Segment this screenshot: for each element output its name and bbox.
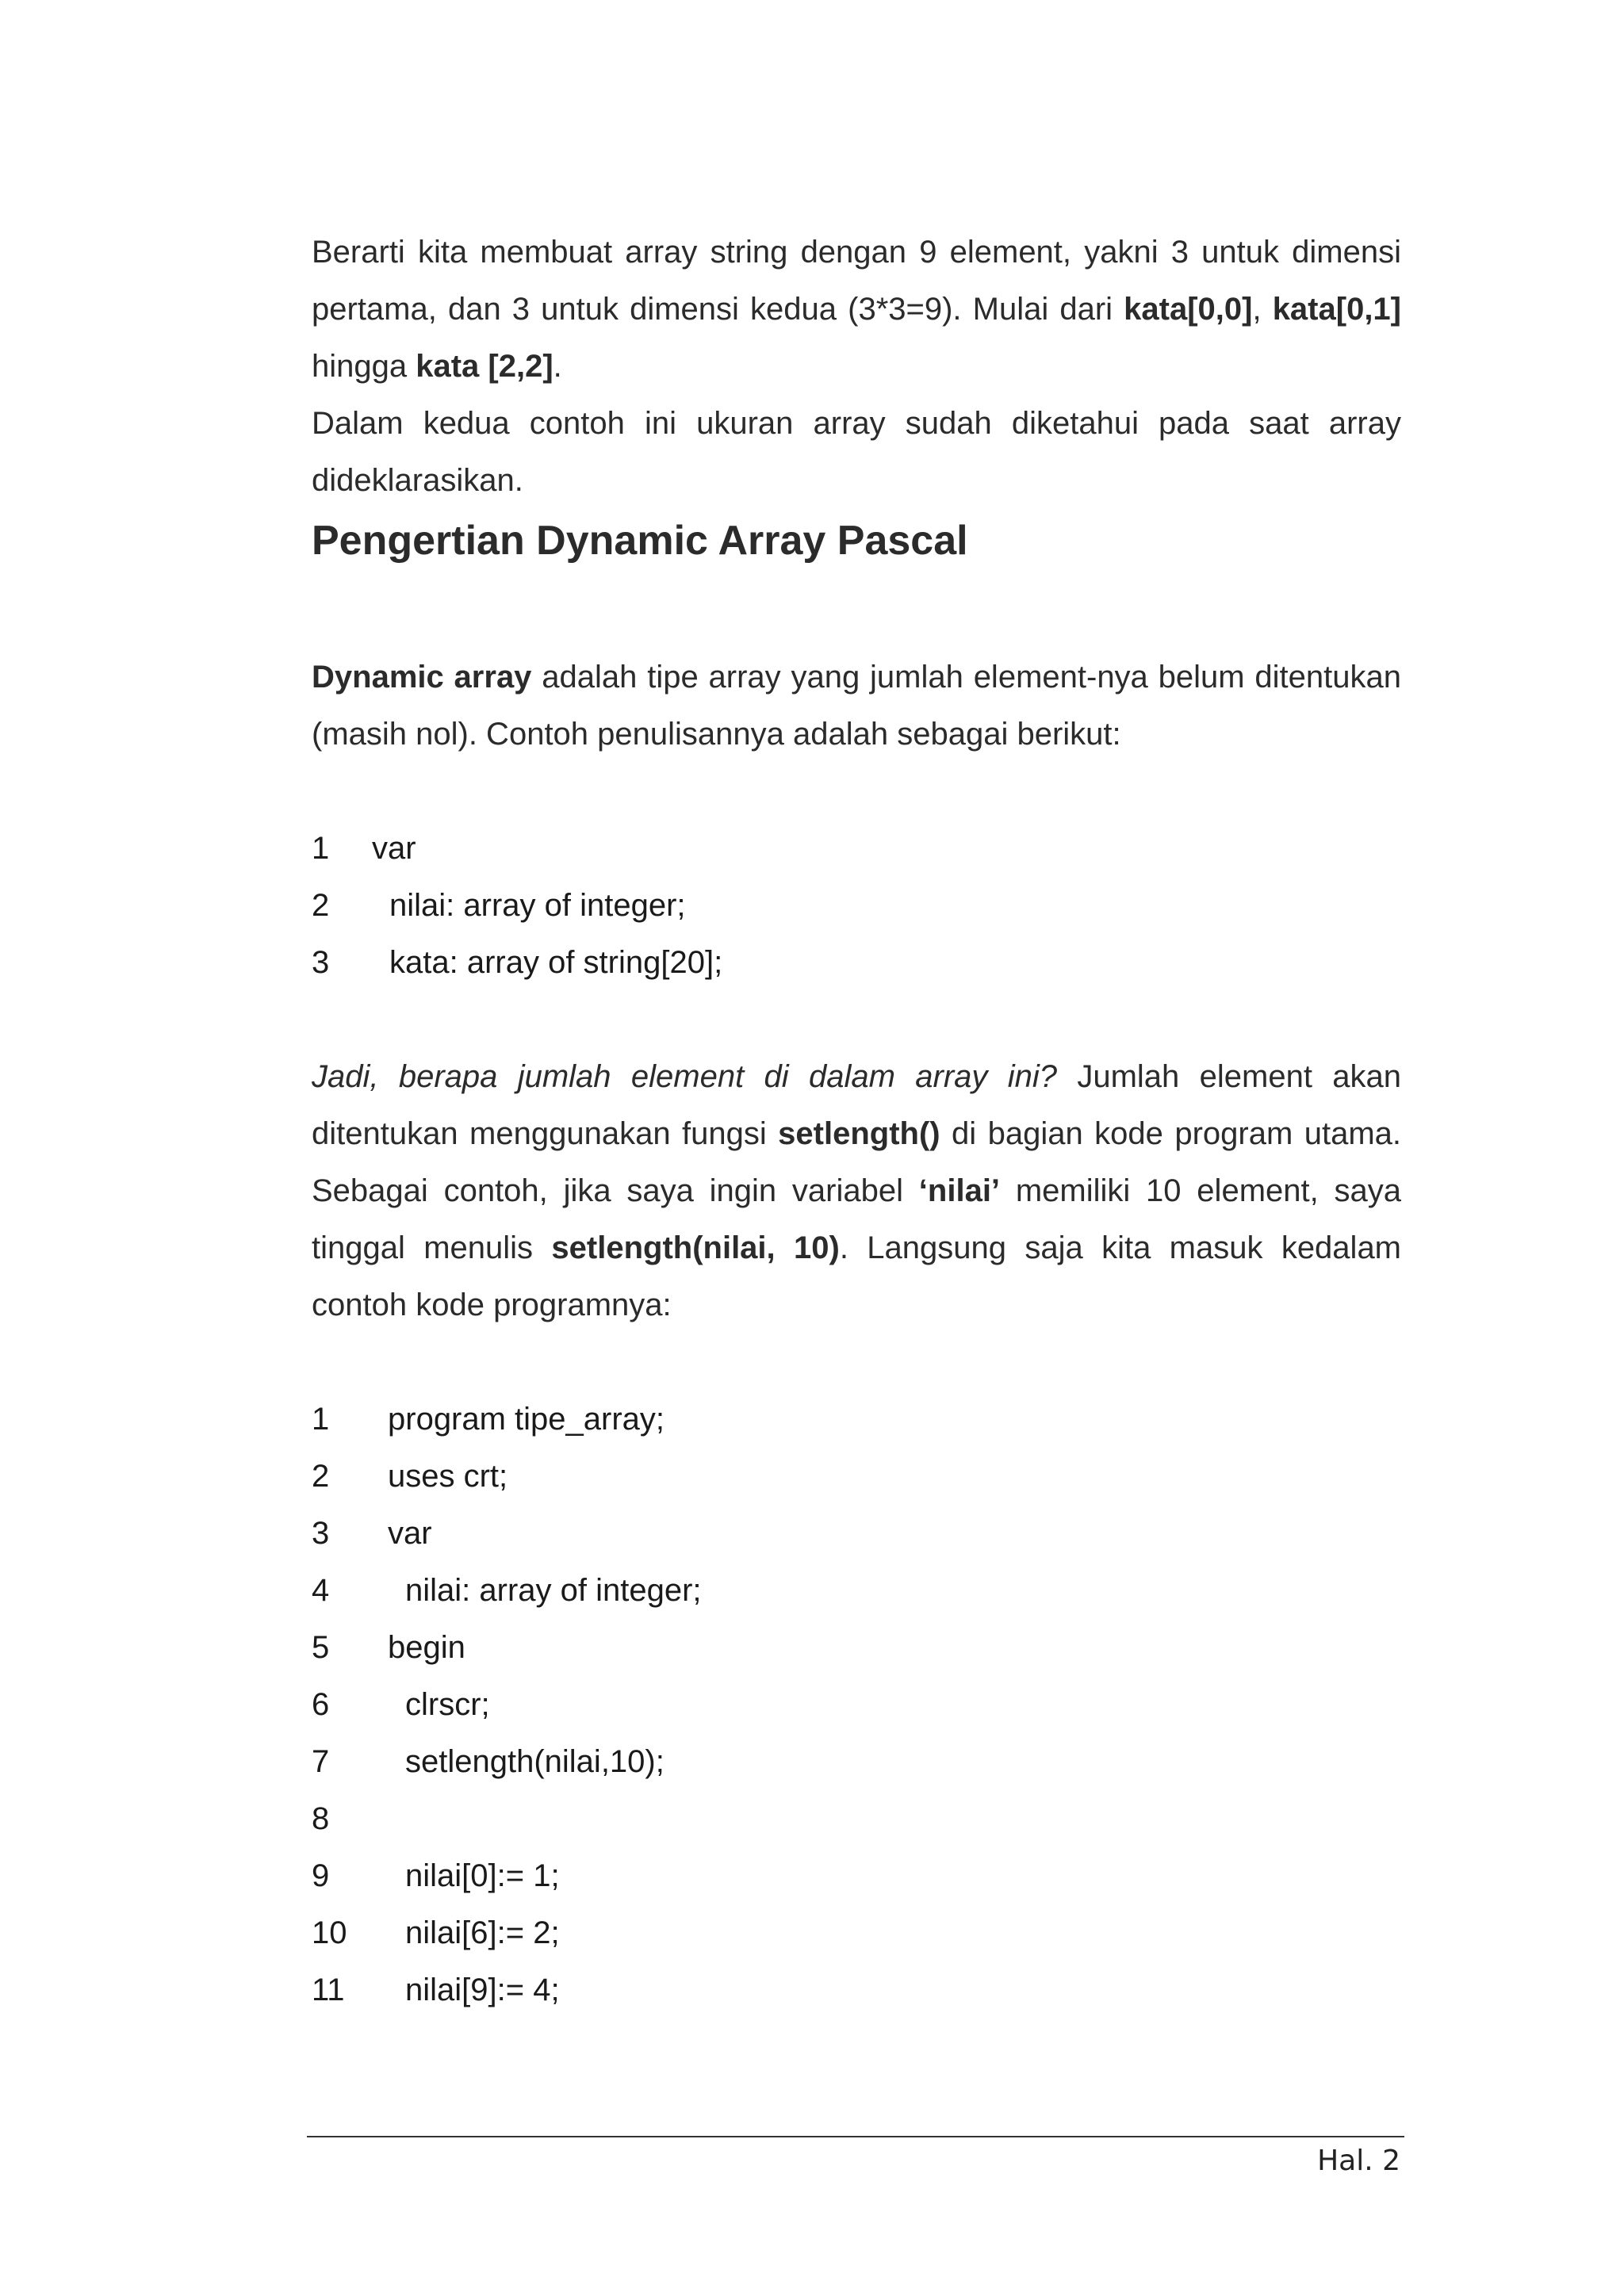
code-text: setlength(nilai,10); [405,1744,665,1779]
code-line [312,1562,1401,1619]
code-text: begin [388,1630,465,1665]
code-line [312,934,1401,991]
paragraph-text: . Langsung saja kita masuk kedalam contoh kode programnya: [312,1230,1402,1322]
paragraph-text: memiliki 10 element, saya tinggal menulis [312,1173,1401,1265]
line-number: 3 [312,945,330,980]
paragraph-dynamic-array [312,649,1401,763]
spacer [312,991,1401,1048]
code-text: nilai: array of integer; [389,888,686,923]
code-line [312,1904,1401,1961]
line-number: 6 [312,1687,330,1722]
paragraph-text: Berarti kita membuat array string dengan 9 element, yakni 3 untuk dimensi pertama, dan 3 untuk dimensi kedua (3*3=9). Mulai dari [312,235,1401,327]
line-number: 2 [312,1459,330,1494]
line-number: 1 [312,831,330,866]
page-content [312,224,1401,2019]
line-number: 2 [312,888,330,923]
code-text: clrscr; [405,1687,490,1722]
paragraph-array-size: Dalam kedua contoh ini ukuran array sudah diketahui pada saat array dideklarasikan. [312,406,1401,498]
bold-kata-22: kata [2,2] [416,349,553,384]
code-line [312,1961,1401,2019]
code-text: nilai: array of integer; [405,1573,702,1608]
paragraph-text: Jumlah element akan ditentukan menggunakan fungsi [312,1059,1402,1151]
footer-divider [307,2136,1404,2137]
paragraph-text: di bagian kode program utama. Sebagai contoh, jika saya ingin variabel [312,1116,1401,1208]
code-line [312,1505,1401,1562]
line-number: 8 [312,1801,330,1836]
line-number: 7 [312,1744,330,1779]
code-line [312,877,1401,934]
paragraph-array-elements [312,224,1401,395]
code-line [312,1847,1401,1904]
spacer [312,763,1401,820]
code-text: nilai[0]:= 1; [405,1858,560,1893]
code-line [312,1391,1401,1448]
page-number: Hal. 2 [1317,2145,1400,2177]
code-block-program [312,1391,1401,2019]
bold-dynamic-array: Dynamic array [312,660,532,695]
code-text: program tipe_array; [388,1402,665,1437]
line-number: 5 [312,1630,330,1665]
code-line [312,1619,1401,1676]
bold-setlength-call: setlength(nilai, 10) [551,1230,840,1265]
bold-nilai: ‘nilai’ [918,1173,1001,1208]
spacer [312,1334,1401,1391]
paragraph-setlength [312,1048,1401,1334]
code-text: uses crt; [388,1459,508,1494]
bold-kata-01: kata[0,1] [1272,292,1401,327]
line-number: 1 [312,1402,330,1437]
code-text: var [388,1516,432,1551]
line-number: 4 [312,1573,330,1608]
code-line [312,820,1401,877]
code-block-declaration [312,820,1401,991]
code-line [312,1448,1401,1505]
code-text: var [372,831,416,866]
paragraph-text: hingga [312,349,416,384]
code-text: nilai[6]:= 2; [405,1915,560,1950]
code-line [312,1790,1401,1847]
code-text: nilai[9]:= 4; [405,1973,560,2007]
bold-kata-00: kata[0,0] [1124,292,1253,327]
paragraph-text: adalah tipe array yang jumlah element-nya belum ditentukan (masih nol). Contoh penulisannya adalah sebagai berikut: [312,660,1401,752]
code-text: kata: array of string[20]; [389,945,723,980]
italic-question: Jadi, berapa jumlah element di dalam array ini? [312,1059,1058,1094]
paragraph-text: . [553,349,562,384]
bold-setlength: setlength() [778,1116,940,1151]
spacer [312,572,1401,649]
line-number: 9 [312,1858,330,1893]
line-number: 3 [312,1516,330,1551]
line-number: 11 [312,1973,345,2007]
line-number: 10 [312,1915,347,1950]
section-heading: Pengertian Dynamic Array Pascal [312,518,968,564]
code-line [312,1733,1401,1790]
code-line [312,1676,1401,1733]
separator-text: , [1252,292,1273,327]
